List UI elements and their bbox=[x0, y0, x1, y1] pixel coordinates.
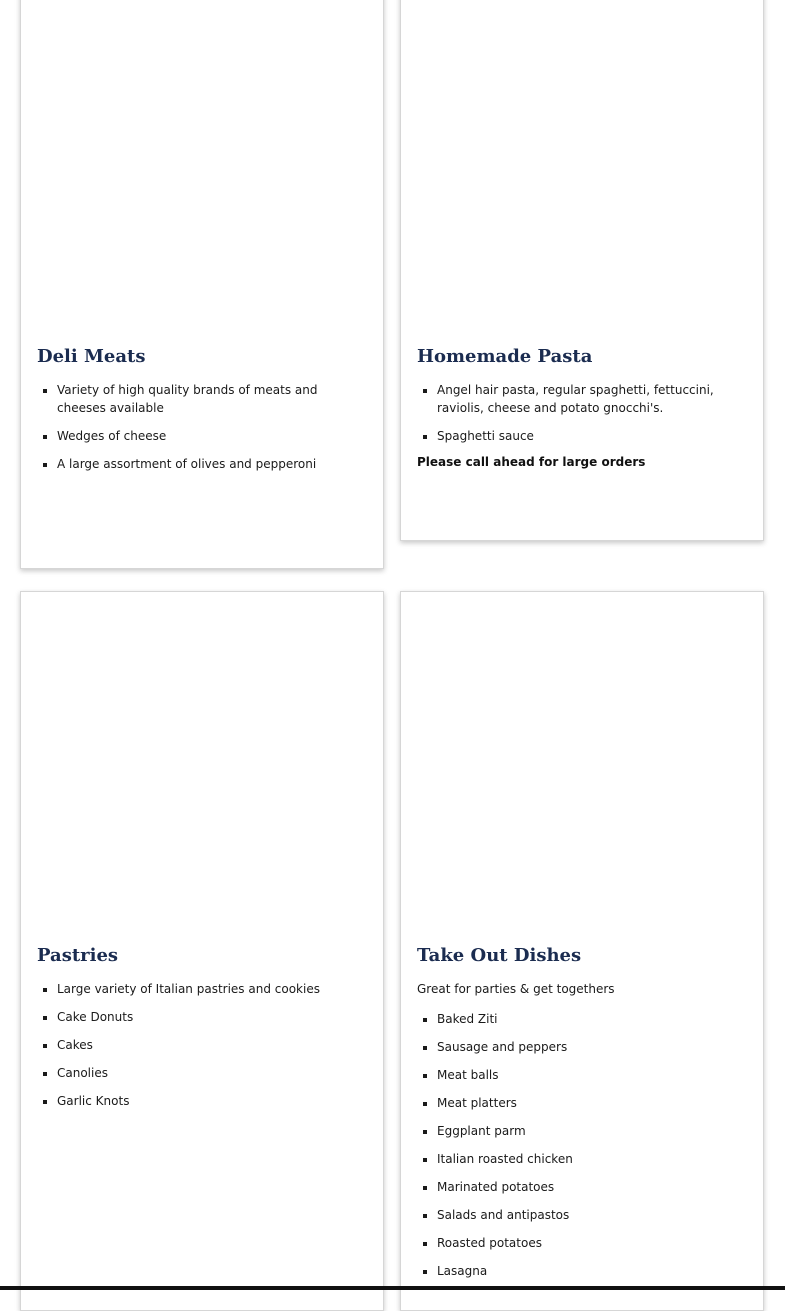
list-item: ▪ Cakes bbox=[57, 1036, 367, 1054]
list-item: ▪ Meat balls bbox=[437, 1066, 747, 1084]
deli-meats-title: Deli Meats bbox=[37, 346, 146, 367]
list-item: ▪ Canolies bbox=[57, 1064, 367, 1082]
large-orders-note: Please call ahead for large orders bbox=[417, 455, 646, 469]
list-item: ▪ Cake Donuts bbox=[57, 1008, 367, 1026]
take-out-dishes-list bbox=[417, 1010, 747, 1280]
list-item: ▪ Garlic Knots bbox=[57, 1092, 367, 1110]
homemade-pasta-title: Homemade Pasta bbox=[417, 346, 593, 367]
pastries-card bbox=[20, 591, 384, 1311]
list-item: ▪ Variety of high quality brands of meats and cheeses available bbox=[57, 381, 367, 417]
list-item: ▪ Angel hair pasta, regular spaghetti, fettuccini, raviolis, cheese and potato gnocchi's. bbox=[437, 381, 747, 417]
list-item: ▪ A large assortment of olives and pepperoni bbox=[57, 455, 367, 473]
take-out-intro: Great for parties & get togethers bbox=[417, 982, 615, 996]
take-out-dishes-card bbox=[400, 591, 764, 1311]
list-item: ▪ Large variety of Italian pastries and cookies bbox=[57, 980, 367, 998]
list-item: ▪ Sausage and peppers bbox=[437, 1038, 747, 1056]
deli-meats-image bbox=[21, 0, 383, 333]
list-item: ▪ Spaghetti sauce bbox=[437, 427, 747, 445]
homemade-pasta-body bbox=[417, 345, 747, 471]
take-out-dishes-title: Take Out Dishes bbox=[417, 945, 582, 966]
list-item: ▪ Italian roasted chicken bbox=[437, 1150, 747, 1168]
deli-meats-body bbox=[37, 345, 367, 483]
homemade-pasta-image bbox=[401, 0, 763, 333]
list-item: ▪ Salads and antipastos bbox=[437, 1206, 747, 1224]
homemade-pasta-card bbox=[400, 0, 764, 541]
deli-meats-card bbox=[20, 0, 384, 569]
pastries-title: Pastries bbox=[37, 945, 119, 966]
pastries-body bbox=[37, 944, 367, 1120]
take-out-dishes-image bbox=[401, 592, 763, 932]
deli-meats-list bbox=[37, 381, 367, 473]
homemade-pasta-list bbox=[417, 381, 747, 445]
take-out-dishes-body bbox=[417, 944, 747, 1290]
list-item: ▪ Eggplant parm bbox=[437, 1122, 747, 1140]
list-item: ▪ Meat platters bbox=[437, 1094, 747, 1112]
list-item: ▪ Marinated potatoes bbox=[437, 1178, 747, 1196]
bottom-bar bbox=[0, 1286, 785, 1290]
list-item: ▪ Roasted potatoes bbox=[437, 1234, 747, 1252]
list-item: ▪ Lasagna bbox=[437, 1262, 747, 1280]
list-item: ▪ Wedges of cheese bbox=[57, 427, 367, 445]
list-item: ▪ Baked Ziti bbox=[437, 1010, 747, 1028]
pastries-list bbox=[37, 980, 367, 1110]
pastries-image bbox=[21, 592, 383, 932]
